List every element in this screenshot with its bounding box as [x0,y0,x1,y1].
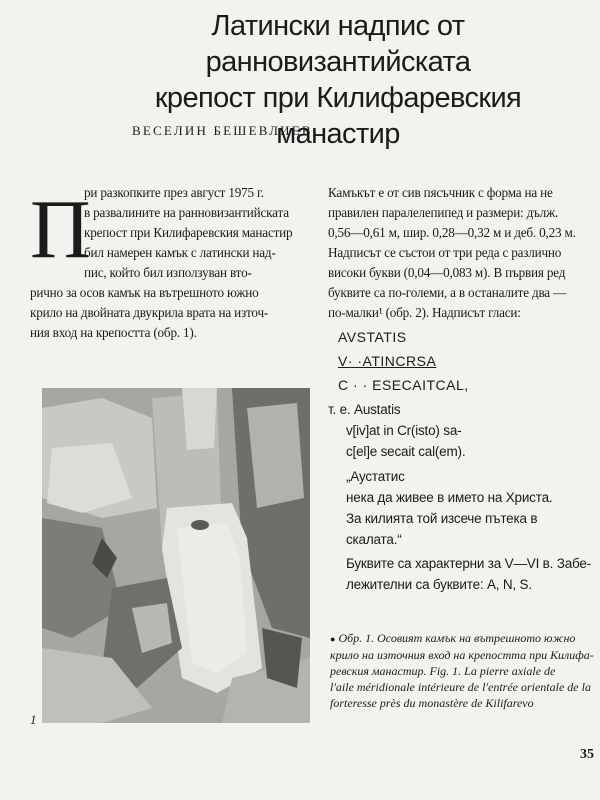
transcription-line: Austatis [354,402,401,417]
closing-block [328,553,590,595]
caption-line: forteresse près du monastère de Kilifarevo [330,696,534,710]
transcription-block [328,399,590,462]
text-line: високи букви (0,04—0,083 м). В първия ред [328,265,566,280]
text-line: по-малки¹ (обр. 2). Надписът гласи: [328,305,521,320]
caption-line: ревския манастир. Fig. 1. La pierre axiale de [330,664,556,678]
text-line: крило на двойната двукрила врата на източ- [30,305,269,320]
title-line-2: крепост при Килифаревския манастир [154,82,522,150]
caption-line: Обр. 1. Осовият камък на вътрешното южно [338,631,576,645]
inscription-block [328,325,590,397]
closing-line: лежителни са буквите: A, N, S. [346,577,532,592]
title-line-1: Латински надпис от ранновизантийската [205,10,471,78]
figure-number-mark: 1 [30,712,37,727]
stone-photo-illustration [42,388,310,723]
text-line: в развалините на ранновизантийската [84,205,289,220]
text-line: Надписът се състои от три реда с различно [328,245,562,260]
inscription-line: V· ·ATINCRSA [338,353,437,369]
caption-line: крило на източния вход на крепостта при Килифа- [330,648,594,662]
transcription-line: c[el]e secait cal(em). [346,444,466,459]
transcription-line: v[iv]at in Cr(isto) sa- [346,423,462,438]
right-column-text [328,183,590,595]
inscription-line: C · · ESECAITCAL, [338,377,469,393]
page-number: 35 [580,747,594,762]
translation-line: нека да живее в името на Христа. [346,490,553,505]
translation-line: скалата.“ [346,532,402,547]
text-line: рично за осов камък на вътрешното южно [30,285,259,300]
text-line: правилен паралелепипед и размери: дълж. [328,205,559,220]
text-line: буквите са по-големи, а в останалите два — [328,285,567,300]
text-line: крепост при Килифаревския манастир [84,225,293,240]
caption-line: l'aile méridionale intérieure de l'entrée orientale de la [330,680,591,694]
text-line: бил намерен камък с латински над- [84,245,276,260]
figure-caption [330,630,592,711]
text-line: 0,56—0,61 м, шир. 0,28—0,32 м и деб. 0,23 м. [328,225,576,240]
author-name: ВЕСЕЛИН БЕШЕВЛИЕВ [132,123,313,138]
translation-block [328,466,590,550]
left-column-text [30,183,292,343]
drop-cap: П [30,183,91,276]
translation-line: За килията той изсече пътека в [346,511,538,526]
caption-bullet-icon: ● [330,634,336,644]
translation-line: „Аустатис [346,469,405,484]
inscription-line: AVSTATIS [338,329,407,345]
text-line: ния вход на крепостта (обр. 1). [30,325,197,340]
closing-line: Буквите са характерни за V—VI в. Забе- [346,556,591,571]
text-line: пис, който бил използуван вто- [84,265,252,280]
excavation-photo [42,388,310,723]
text-line: ри разкопките през август 1975 г. [84,185,264,200]
transcription-prefix: т. е. [328,402,351,417]
text-line: Камъкът е от сив пясъчник с форма на не [328,185,553,200]
